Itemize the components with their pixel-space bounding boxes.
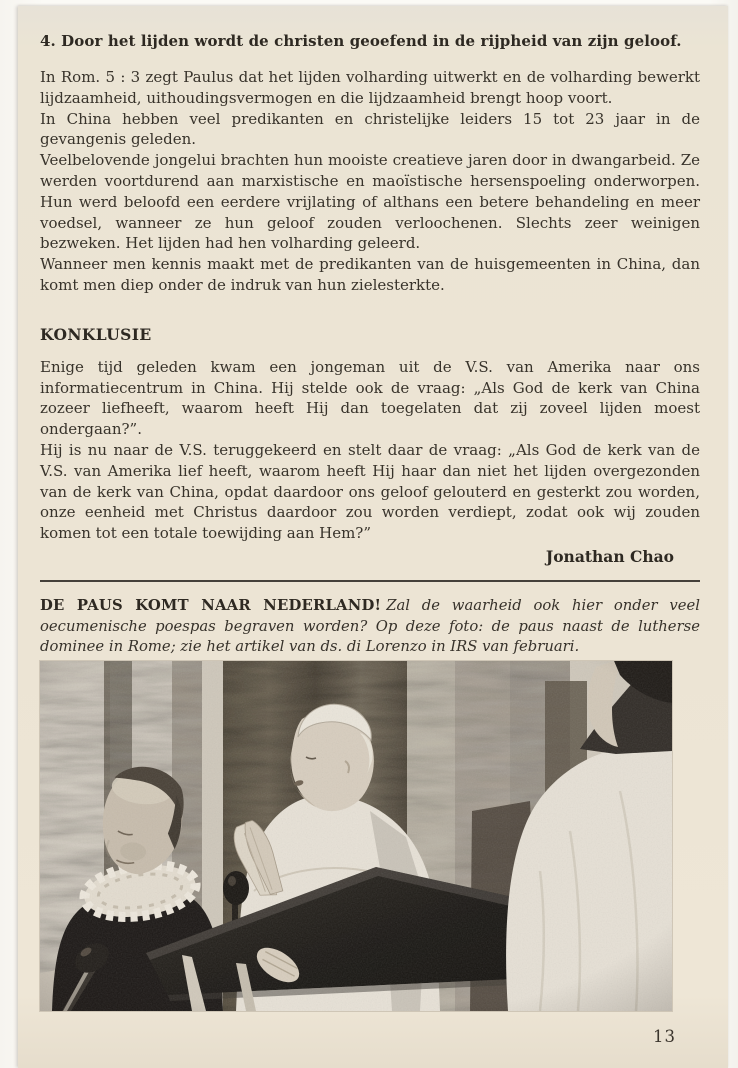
- paper-page: [18, 6, 728, 1068]
- article-paragraph: Wanneer men kennis maakt met de predikanten van de huisgemeenten in China, dan komt men diep onder de indruk van hun zielesterkte.: [40, 255, 700, 294]
- article-paragraph: Veelbelovende jongelui brachten hun mooiste creatieve jaren door in dwangarbeid. Ze werden voortdurend aan marxistische en maoïstische hersenspoeling onderworpen. Hun werd beloofd een eerdere vrijlating of althans een betere behandeling en meer voedsel, wanneer ze hun geloof zouden verloochenen. Slechts zeer weinigen bezweken. Het lijden had hen volharding geleerd.: [40, 151, 700, 253]
- author-signature: Jonathan Chao: [545, 546, 674, 566]
- photo-pope-and-minister: [40, 661, 672, 1011]
- conclusion-paragraph: Enige tijd geleden kwam een jongeman uit de V.S. van Amerika naar ons informatiecentrum in China. Hij stelde ook de vraag: „Als God de kerk van China zozeer liefheeft, waarom heeft Hij dan toegelaten dat zij zoveel lijden moest ondergaan?”.: [40, 357, 700, 439]
- article-body: [40, 32, 700, 566]
- page-number: 13: [653, 1027, 676, 1046]
- section-divider-rule: [40, 580, 700, 582]
- photo-caption: [40, 596, 700, 658]
- photo-feature-block: [40, 580, 700, 658]
- photo-caption-text: Zal de waarheid ook hier onder veel oecumenische poespas begraven worden? Op deze foto: de paus naast de lutherse dominee in Rome; zie het artikel van ds. di Lorenzo in IRS van februari.: [40, 597, 700, 656]
- article-paragraph: In China hebben veel predikanten en christelijke leiders 15 tot 23 jaar in de gevangenis geleden.: [40, 109, 700, 149]
- article-heading: 4. Door het lijden wordt de christen geoefend in de rijpheid van zijn geloof.: [40, 32, 682, 50]
- conclusion-heading: KONKLUSIE: [40, 324, 152, 344]
- photo-caption-lead: DE PAUS KOMT NAAR NEDERLAND!: [40, 597, 382, 614]
- conclusion-paragraph: Hij is nu naar de V.S. teruggekeerd en stelt daar de vraag: „Als God de kerk van de V.S. van Amerika lief heeft, waarom heeft Hij haar dan niet het lijden overgezonden van de kerk van China, opdat daardoor ons geloof gelouterd en gesterkt zou worden, onze eenheid met Christus daardoor zou worden verdiept, zodat ook wij zouden komen tot een totale toewijding aan Hem?”: [40, 440, 700, 543]
- article-paragraph: In Rom. 5 : 3 zegt Paulus dat het lijden volharding uitwerkt en de volharding bewerkt lijdzaamheid, uithoudingsvermogen en die lijdzaamheid brengt hoop voort.: [40, 68, 700, 107]
